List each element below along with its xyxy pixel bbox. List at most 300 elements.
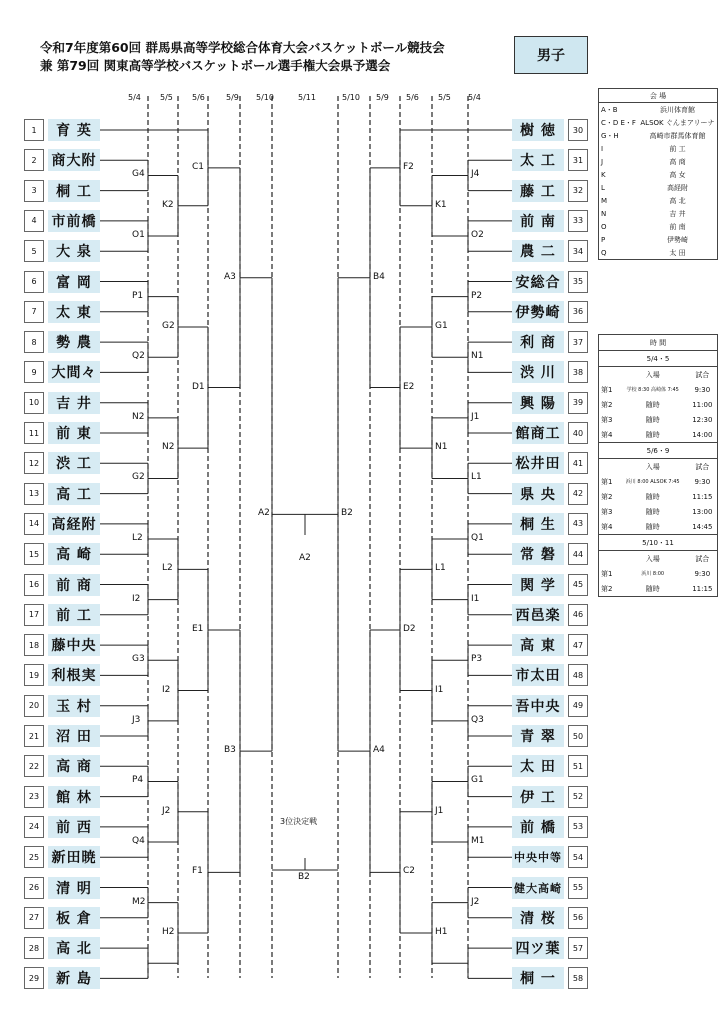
team-name: 市太田 xyxy=(512,664,564,686)
match-label: J3 xyxy=(132,714,141,725)
seed-number: 52 xyxy=(568,786,588,808)
team-name: 育 英 xyxy=(48,119,100,141)
venue-row xyxy=(599,142,718,155)
match-label: F2 xyxy=(403,161,414,172)
seed-number: 3 xyxy=(24,180,44,202)
round-date: 5/10 xyxy=(342,93,360,102)
team-name: 清 明 xyxy=(48,877,100,899)
seed-number: 57 xyxy=(568,937,588,959)
team-name: 館商工 xyxy=(512,422,564,444)
right-team-entry xyxy=(512,149,588,171)
team-name: 青 翠 xyxy=(512,725,564,747)
time-row xyxy=(599,397,718,412)
seed-number: 39 xyxy=(568,392,588,414)
entry-time: 随時 xyxy=(645,430,660,439)
match-label: B4 xyxy=(373,271,385,282)
seed-number: 16 xyxy=(24,574,44,596)
left-team-entry xyxy=(24,543,100,565)
slot: 第4 xyxy=(601,522,613,531)
team-name: 興 陽 xyxy=(512,392,564,414)
time-col-header: 入場 xyxy=(645,462,660,471)
semifinal-label: A2 xyxy=(258,508,270,519)
game-time: 9:30 xyxy=(694,477,711,486)
match-label: N1 xyxy=(435,442,448,453)
venue-name: 高 商 xyxy=(669,157,686,166)
right-team-entry xyxy=(512,664,588,686)
match-label: I1 xyxy=(471,593,480,604)
final-label: A2 xyxy=(299,553,311,563)
venue-code: G・H xyxy=(601,131,619,140)
seed-number: 34 xyxy=(568,240,588,262)
venue-name: 高崎市群馬体育館 xyxy=(649,131,706,140)
team-name: 利 商 xyxy=(512,331,564,353)
team-name: 伊勢崎 xyxy=(512,301,564,323)
match-label: H2 xyxy=(162,926,175,937)
time-block-day: 5/4・5 xyxy=(599,351,718,367)
seed-number: 7 xyxy=(24,301,44,323)
right-team-entry xyxy=(512,361,588,383)
left-team-entry xyxy=(24,240,100,262)
venue-row xyxy=(599,116,718,129)
team-name: 桐 一 xyxy=(512,967,564,989)
seed-number: 4 xyxy=(24,210,44,232)
seed-number: 46 xyxy=(568,604,588,626)
seed-number: 5 xyxy=(24,240,44,262)
seed-number: 48 xyxy=(568,664,588,686)
seed-number: 27 xyxy=(24,907,44,929)
seed-number: 54 xyxy=(568,846,588,868)
team-name: 高 商 xyxy=(48,755,100,777)
match-label: D1 xyxy=(192,381,205,392)
venue-code: I xyxy=(601,144,604,153)
venue-row xyxy=(599,103,718,117)
tournament-subtitle: 兼 第79回 関東高等学校バスケットボール選手権大会県予選会 xyxy=(40,58,391,73)
seed-number: 23 xyxy=(24,786,44,808)
seed-number: 24 xyxy=(24,816,44,838)
seed-number: 45 xyxy=(568,574,588,596)
team-name: 関 学 xyxy=(512,574,564,596)
entry-time: 随時 xyxy=(645,507,660,516)
entry-time: 随時 xyxy=(645,584,660,593)
right-team-entry xyxy=(512,755,588,777)
slot: 第1 xyxy=(601,477,613,486)
venue-code: L xyxy=(601,183,605,192)
seed-number: 19 xyxy=(24,664,44,686)
seed-number: 41 xyxy=(568,452,588,474)
seed-number: 58 xyxy=(568,967,588,989)
seed-number: 53 xyxy=(568,816,588,838)
left-team-entry xyxy=(24,786,100,808)
team-name: 農 二 xyxy=(512,240,564,262)
venue-name: 太 田 xyxy=(669,248,686,257)
team-name: 高 工 xyxy=(48,483,100,505)
venue-code: K xyxy=(601,170,606,179)
team-name: 商大附 xyxy=(48,149,100,171)
right-team-entry xyxy=(512,907,588,929)
left-team-entry xyxy=(24,180,100,202)
team-name: 市前橋 xyxy=(48,210,100,232)
time-col-header xyxy=(599,551,618,567)
team-name: 前 南 xyxy=(512,210,564,232)
time-col-header: 入場 xyxy=(645,370,660,379)
right-team-entry xyxy=(512,422,588,444)
match-label: K1 xyxy=(435,199,447,210)
match-label: C1 xyxy=(192,161,205,172)
venue-name: 高 女 xyxy=(669,170,686,179)
seed-number: 26 xyxy=(24,877,44,899)
right-team-entry xyxy=(512,604,588,626)
seed-number: 36 xyxy=(568,301,588,323)
time-row xyxy=(599,581,718,597)
venue-name: 吉 井 xyxy=(669,209,686,218)
time-row xyxy=(599,474,718,489)
time-row xyxy=(599,412,718,427)
venue-name: 高 北 xyxy=(669,196,686,205)
venue-row xyxy=(599,246,718,260)
seed-number: 56 xyxy=(568,907,588,929)
seed-number: 17 xyxy=(24,604,44,626)
match-label: Q4 xyxy=(132,836,145,847)
left-team-entry xyxy=(24,725,100,747)
team-name: 吉 井 xyxy=(48,392,100,414)
slot: 第3 xyxy=(601,507,613,516)
slot: 第1 xyxy=(601,385,613,394)
venue-name: 前 工 xyxy=(669,144,686,153)
game-time: 11:15 xyxy=(692,492,713,501)
right-team-entry xyxy=(512,119,588,141)
team-name: 大間々 xyxy=(48,361,100,383)
seed-number: 10 xyxy=(24,392,44,414)
match-label: Q2 xyxy=(132,351,145,362)
entry-time: 随時 xyxy=(645,415,660,424)
venue-code: A・B xyxy=(601,105,618,114)
slot: 第2 xyxy=(601,400,613,409)
time-col-header xyxy=(599,367,618,383)
left-team-entry xyxy=(24,361,100,383)
round-date: 5/4 xyxy=(128,93,141,102)
right-team-entry xyxy=(512,452,588,474)
right-team-entry xyxy=(512,937,588,959)
right-team-entry xyxy=(512,543,588,565)
venue-row xyxy=(599,155,718,168)
team-name: 樹 徳 xyxy=(512,119,564,141)
round-date: 5/5 xyxy=(438,93,451,102)
left-team-entry xyxy=(24,422,100,444)
round-date: 5/9 xyxy=(376,93,389,102)
time-block-day: 5/10・11 xyxy=(599,535,718,551)
game-time: 14:00 xyxy=(692,430,713,439)
entry-time: 浜川 8:00 ALSOK 7:45 xyxy=(625,479,680,485)
right-team-entry xyxy=(512,967,588,989)
semifinal-label: B2 xyxy=(341,508,353,519)
team-name: 前 西 xyxy=(48,816,100,838)
match-label: I1 xyxy=(435,684,444,695)
seed-number: 14 xyxy=(24,513,44,535)
game-time: 13:00 xyxy=(692,507,713,516)
game-time: 11:15 xyxy=(692,584,713,593)
round-date: 5/6 xyxy=(192,93,205,102)
team-name: 太 東 xyxy=(48,301,100,323)
seed-number: 37 xyxy=(568,331,588,353)
round-date: 5/10 xyxy=(256,93,274,102)
match-label: G2 xyxy=(162,320,175,331)
team-name: 太 田 xyxy=(512,755,564,777)
seed-number: 49 xyxy=(568,695,588,717)
venue-code: M xyxy=(601,196,608,205)
game-time: 9:30 xyxy=(694,385,711,394)
team-name: 県 央 xyxy=(512,483,564,505)
third-place-label: B2 xyxy=(298,872,310,882)
match-label: A4 xyxy=(373,745,385,756)
left-team-entry xyxy=(24,755,100,777)
team-name: 館 林 xyxy=(48,786,100,808)
match-label: G1 xyxy=(435,320,448,331)
seed-number: 51 xyxy=(568,755,588,777)
slot: 第3 xyxy=(601,415,613,424)
left-team-entry xyxy=(24,664,100,686)
team-name: 桐 工 xyxy=(48,180,100,202)
team-name: 中央中等 xyxy=(512,846,564,868)
match-label: J2 xyxy=(471,896,480,907)
round-date: 5/6 xyxy=(406,93,419,102)
right-team-entry xyxy=(512,574,588,596)
right-team-entry xyxy=(512,695,588,717)
left-team-entry xyxy=(24,119,100,141)
left-team-entry xyxy=(24,695,100,717)
match-label: J1 xyxy=(435,805,444,816)
team-name: 勢 農 xyxy=(48,331,100,353)
team-name: 四ツ葉 xyxy=(512,937,564,959)
right-team-entry xyxy=(512,846,588,868)
match-label: G4 xyxy=(132,169,145,180)
seed-number: 20 xyxy=(24,695,44,717)
venue-row xyxy=(599,194,718,207)
venue-row xyxy=(599,129,718,142)
left-team-entry xyxy=(24,634,100,656)
slot: 第2 xyxy=(601,492,613,501)
match-label: L1 xyxy=(471,472,482,483)
entry-time: 浜川 8:00 xyxy=(641,571,665,577)
seed-number: 35 xyxy=(568,271,588,293)
seed-number: 43 xyxy=(568,513,588,535)
left-team-entry xyxy=(24,846,100,868)
right-team-entry xyxy=(512,877,588,899)
venue-code: O xyxy=(601,222,607,231)
seed-number: 9 xyxy=(24,361,44,383)
right-team-entry xyxy=(512,180,588,202)
venue-code: J xyxy=(601,157,604,166)
team-name: 大 泉 xyxy=(48,240,100,262)
match-label: C2 xyxy=(403,866,416,877)
match-label: L2 xyxy=(132,533,143,544)
team-name: 板 倉 xyxy=(48,907,100,929)
round-date: 5/4 xyxy=(468,93,481,102)
venue-name: 浜川体育館 xyxy=(659,105,695,114)
team-name: 太 工 xyxy=(512,149,564,171)
team-name: 松井田 xyxy=(512,452,564,474)
game-time: 9:30 xyxy=(694,569,711,578)
team-name: 前 工 xyxy=(48,604,100,626)
venue-name: 伊勢崎 xyxy=(666,235,688,244)
team-name: 玉 村 xyxy=(48,695,100,717)
seed-number: 33 xyxy=(568,210,588,232)
left-team-entry xyxy=(24,513,100,535)
third-place-title: 3位決定戦 xyxy=(280,817,318,826)
seed-number: 6 xyxy=(24,271,44,293)
match-label: M1 xyxy=(471,836,485,847)
game-time: 11:00 xyxy=(692,400,713,409)
right-team-entry xyxy=(512,816,588,838)
time-col-header: 試合 xyxy=(695,370,710,379)
match-label: K2 xyxy=(162,199,174,210)
time-col-header: 試合 xyxy=(695,554,710,563)
match-label: P3 xyxy=(471,654,483,665)
seed-number: 32 xyxy=(568,180,588,202)
team-name: 渋 工 xyxy=(48,452,100,474)
left-team-entry xyxy=(24,574,100,596)
match-label: E2 xyxy=(403,381,415,392)
seed-number: 40 xyxy=(568,422,588,444)
right-team-entry xyxy=(512,271,588,293)
venue-row xyxy=(599,220,718,233)
team-name: 吾中央 xyxy=(512,695,564,717)
left-team-entry xyxy=(24,210,100,232)
seed-number: 11 xyxy=(24,422,44,444)
team-name: 高 東 xyxy=(512,634,564,656)
match-label: P2 xyxy=(471,290,483,301)
team-name: 安総合 xyxy=(512,271,564,293)
entry-time: 随時 xyxy=(645,400,660,409)
team-name: 西邑楽 xyxy=(512,604,564,626)
game-time: 14:45 xyxy=(692,522,713,531)
match-label: G1 xyxy=(471,775,484,786)
match-label: B3 xyxy=(224,745,236,756)
seed-number: 31 xyxy=(568,149,588,171)
team-name: 前 橋 xyxy=(512,816,564,838)
team-name: 藤 工 xyxy=(512,180,564,202)
time-col-header xyxy=(599,459,618,475)
round-date: 5/5 xyxy=(160,93,173,102)
round-date: 5/9 xyxy=(226,93,239,102)
seed-number: 55 xyxy=(568,877,588,899)
seed-number: 15 xyxy=(24,543,44,565)
team-name: 利根実 xyxy=(48,664,100,686)
seed-number: 18 xyxy=(24,634,44,656)
venue-code: P xyxy=(601,235,606,244)
time-col-header: 試合 xyxy=(695,462,710,471)
time-row xyxy=(599,427,718,443)
seed-number: 1 xyxy=(24,119,44,141)
match-label: Q1 xyxy=(471,533,484,544)
seed-number: 47 xyxy=(568,634,588,656)
team-name: 高 北 xyxy=(48,937,100,959)
right-team-entry xyxy=(512,483,588,505)
venue-name: 前 南 xyxy=(669,222,686,231)
seed-number: 42 xyxy=(568,483,588,505)
entry-time: 学校 8:30 高崎体 7:45 xyxy=(626,387,679,393)
time-header: 時 間 xyxy=(599,335,718,351)
left-team-entry xyxy=(24,816,100,838)
seed-number: 2 xyxy=(24,149,44,171)
match-label: F1 xyxy=(192,866,203,877)
left-team-entry xyxy=(24,392,100,414)
venue-row xyxy=(599,168,718,181)
team-name: 前 商 xyxy=(48,574,100,596)
match-label: Q3 xyxy=(471,714,484,725)
time-table xyxy=(598,334,718,597)
slot: 第1 xyxy=(601,569,613,578)
tournament-title: 令和7年度第60回 群馬県高等学校総合体育大会バスケットボール競技会 xyxy=(40,40,445,55)
match-label: N1 xyxy=(471,351,484,362)
right-team-entry xyxy=(512,301,588,323)
left-team-entry xyxy=(24,604,100,626)
time-row xyxy=(599,504,718,519)
right-team-entry xyxy=(512,331,588,353)
venue-table xyxy=(598,88,718,260)
venue-name: ALSOK ぐんまアリーナ xyxy=(640,118,715,127)
match-label: L2 xyxy=(162,563,173,574)
match-label: A3 xyxy=(224,271,236,282)
team-name: 高 崎 xyxy=(48,543,100,565)
left-team-entry xyxy=(24,452,100,474)
left-team-entry xyxy=(24,483,100,505)
seed-number: 25 xyxy=(24,846,44,868)
seed-number: 44 xyxy=(568,543,588,565)
seed-number: 12 xyxy=(24,452,44,474)
left-team-entry xyxy=(24,877,100,899)
venue-code: N xyxy=(601,209,607,218)
right-team-entry xyxy=(512,725,588,747)
match-label: M2 xyxy=(132,896,146,907)
match-label: O1 xyxy=(132,230,145,241)
right-team-entry xyxy=(512,513,588,535)
team-name: 桐 生 xyxy=(512,513,564,535)
gender-badge: 男子 xyxy=(514,36,588,74)
slot: 第2 xyxy=(601,584,613,593)
venue-code: C・D E・F xyxy=(601,118,636,127)
left-team-entry xyxy=(24,331,100,353)
team-name: 前 東 xyxy=(48,422,100,444)
time-block-day: 5/6・9 xyxy=(599,443,718,459)
venue-name: 高経附 xyxy=(666,183,688,192)
team-name: 常 磐 xyxy=(512,543,564,565)
right-team-entry xyxy=(512,240,588,262)
team-name: 渋 川 xyxy=(512,361,564,383)
entry-time: 随時 xyxy=(645,492,660,501)
match-label: D2 xyxy=(403,623,416,634)
round-date: 5/11 xyxy=(298,93,316,102)
match-label: H1 xyxy=(435,926,448,937)
match-label: O2 xyxy=(471,230,484,241)
team-name: 伊 工 xyxy=(512,786,564,808)
time-row xyxy=(599,382,718,397)
time-row xyxy=(599,566,718,581)
venue-code: Q xyxy=(601,248,607,257)
team-name: 清 桜 xyxy=(512,907,564,929)
seed-number: 22 xyxy=(24,755,44,777)
seed-number: 38 xyxy=(568,361,588,383)
seed-number: 30 xyxy=(568,119,588,141)
time-col-header: 入場 xyxy=(645,554,660,563)
left-team-entry xyxy=(24,271,100,293)
right-team-entry xyxy=(512,634,588,656)
match-label: N2 xyxy=(162,442,175,453)
seed-number: 29 xyxy=(24,967,44,989)
venue-row xyxy=(599,207,718,220)
left-team-entry xyxy=(24,967,100,989)
match-label: I2 xyxy=(132,593,141,604)
time-row xyxy=(599,519,718,535)
